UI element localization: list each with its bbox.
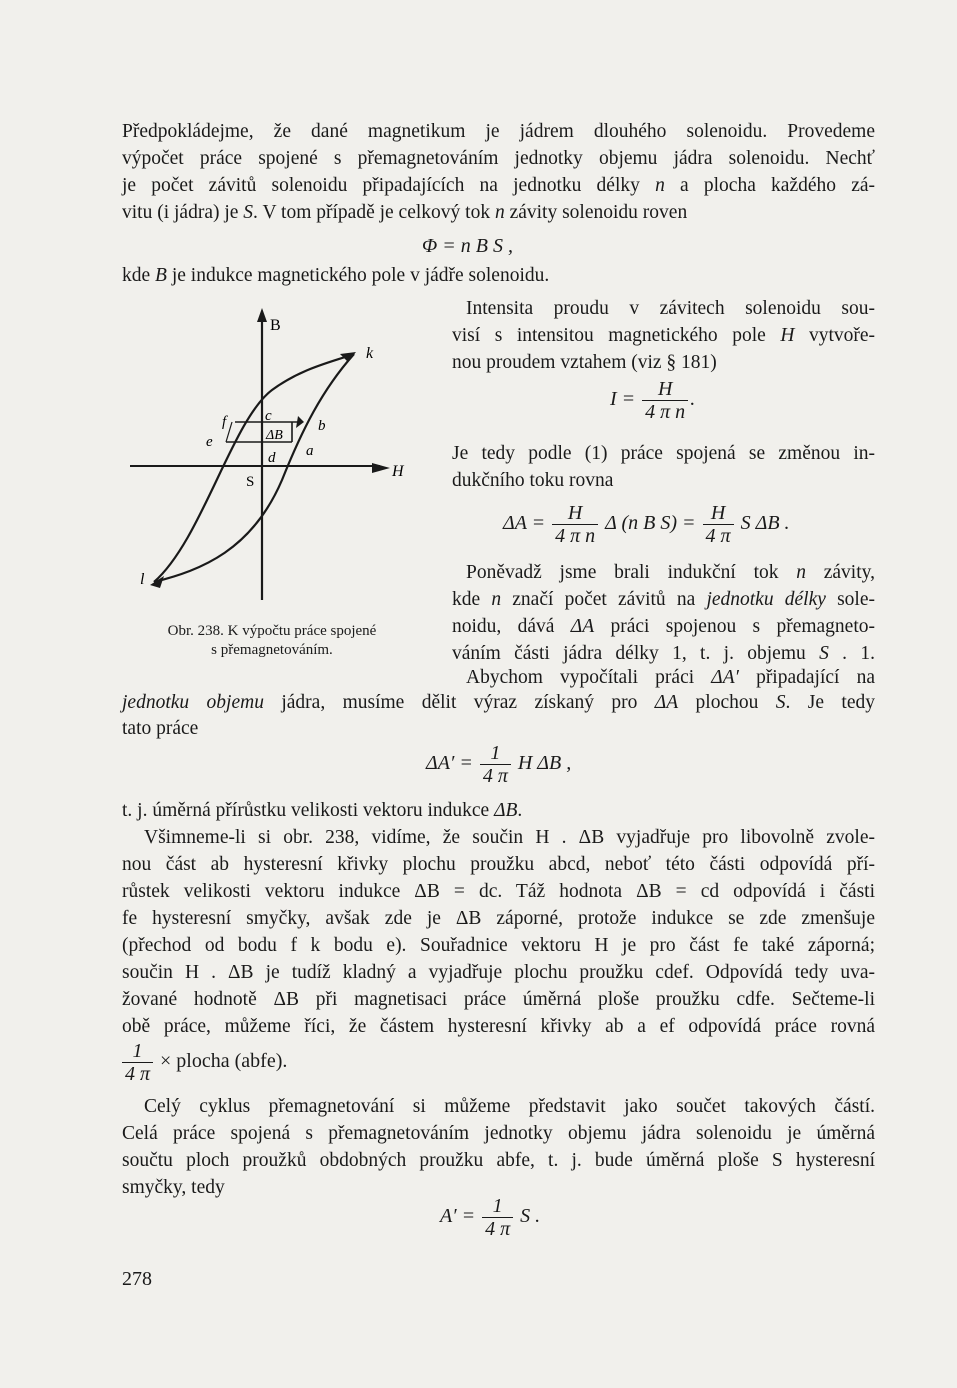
equation-current: I = $\frac{H}{\text{4 π n}}$ . <box>610 378 696 423</box>
text-line-16: obě práce, můžeme říci, že částem hysteresní křivky ab a ef odpovídá práce rovná <box>122 1016 875 1037</box>
text-line-6: jednotku objemu jádra, musíme dělit výraz získaný pro ΔA plochou S. Je tedy <box>122 692 875 713</box>
text-line-3: je počet závitů solenoidu připadajících na jednotku délky n a plocha každého zá- <box>122 175 876 196</box>
text-line-2: výpočet práce spojené s přemagnetováním jednotky objemu jádra solenoidu. Nechť <box>122 148 875 169</box>
text-line-10: nou část ab hysteresní křivky plochu proužku abcd, neboť této části odpovídá pří- <box>122 854 875 875</box>
text-line-9: Všimneme-li si obr. 238, vidíme, že součin H . ΔB vyjadřuje pro libovolně zvole- <box>144 827 875 848</box>
b-axis-arrow <box>257 308 267 322</box>
equation-work-per-volume: ΔA′ = $\frac{1}{4 \pi}$ H ΔB , <box>426 742 572 787</box>
hysteresis-upper-branch <box>154 354 354 582</box>
label-c: c <box>265 408 272 424</box>
label-B: B <box>270 317 281 334</box>
label-S: S <box>246 474 255 490</box>
right-line-6: Poněvadž jsme brali indukční tok n závity, <box>466 562 875 583</box>
label-e: e <box>206 434 213 450</box>
h-axis-arrow <box>372 463 390 473</box>
label-dB: ΔB <box>266 428 283 443</box>
figure-caption-2: s přemagnetováním. <box>211 642 333 658</box>
label-a: a <box>306 443 314 459</box>
text-line-4: vitu (i jádra) je S. V tom případě je celkový tok n závity solenoidu roven <box>122 202 688 223</box>
right-line-2: visí s intensitou magnetického pole H vytvoře- <box>452 325 876 346</box>
right-line-9: váním části jádra délky 1, t. j. objemu S . 1. <box>452 643 875 664</box>
equation-flux: Φ = n B S , <box>422 235 513 257</box>
db-arrow <box>296 416 304 428</box>
text-line-5: kde B je indukce magnetického pole v jádře solenoidu. <box>122 265 550 286</box>
equation-total-work: A′ = $\frac{1}{4 \pi}$ S . <box>440 1195 541 1240</box>
text-line-11: růstek velikosti vektoru indukce ΔB = dc. Táž hodnota ΔB = cd odpovídá i části <box>122 881 875 902</box>
label-l: l <box>140 571 145 588</box>
text-line-15: žované hodnotě ΔB při magnetisaci práce úměrná ploše proužku cdfe. Sečteme-li <box>122 989 875 1010</box>
page-number: 278 <box>122 1268 152 1290</box>
text-line-8: t. j. úměrná přírůstku velikosti vektoru indukce ΔB. <box>122 800 523 821</box>
text-line-1: Předpokládejme, že dané magnetikum je jádrem dlouhého solenoidu. Provedeme <box>122 121 875 142</box>
label-b: b <box>318 418 326 434</box>
text-line-20: smyčky, tedy <box>122 1177 225 1198</box>
text-line-13: (přechod od bodu f k bodu e). Souřadnice vektoru H je pro část fe také záporná; <box>122 935 875 956</box>
label-k: k <box>366 345 374 362</box>
right-line-4: Je tedy podle (1) práce spojená se změnou in- <box>452 443 875 464</box>
label-d: d <box>268 450 276 466</box>
figure-caption-1: Obr. 238. K výpočtu práce spojené <box>167 623 377 639</box>
text-line-19: součtu ploch proužků obdobných proužku abfe, t. j. bude úměrná ploše S hysteresní <box>122 1150 875 1171</box>
right-line-1: Intensita proudu v závitech solenoidu sou- <box>466 298 875 319</box>
equation-area: $\frac{1}{4 \pi}$ × plocha (abfe). <box>120 1040 287 1085</box>
label-H: H <box>392 463 404 480</box>
equation-work: ΔA = $\frac{H}{\text{4 π n}}$ Δ (n B S) = $\frac{H}{4 \pi}$ S ΔB . <box>503 502 790 547</box>
label-f: f <box>222 414 227 430</box>
text-line-7: tato práce <box>122 718 199 739</box>
right-line-7: kde n značí počet závitů na jednotku délky sole- <box>452 589 875 610</box>
text-line-18: Celá práce spojená s přemagnetováním jednotky objemu jádra solenoidu je úměrná <box>122 1123 875 1144</box>
right-line-10: Abychom vypočítali práci ΔA′ připadající na <box>466 667 875 688</box>
text-line-17: Celý cyklus přemagnetování si můžeme představit jako součet takových částí. <box>144 1096 875 1117</box>
hysteresis-lower-branch <box>154 354 354 582</box>
strip-left <box>226 422 232 442</box>
right-line-3: nou proudem vztahem (viz § 181) <box>452 352 717 373</box>
text-line-12: fe hysteresní smyčky, avšak zde je ΔB záporné, protože indukce se zde zmenšuje <box>122 908 875 929</box>
text-line-14: součin H . ΔB je tudíž kladný a vyjadřuje plochu proužku cdef. Odpovídá tedy uva- <box>122 962 875 983</box>
right-line-5: dukčního toku rovna <box>452 470 614 491</box>
hysteresis-figure <box>122 300 422 620</box>
right-line-8: noidu, dává ΔA práci spojenou s přemagneto- <box>452 616 875 637</box>
